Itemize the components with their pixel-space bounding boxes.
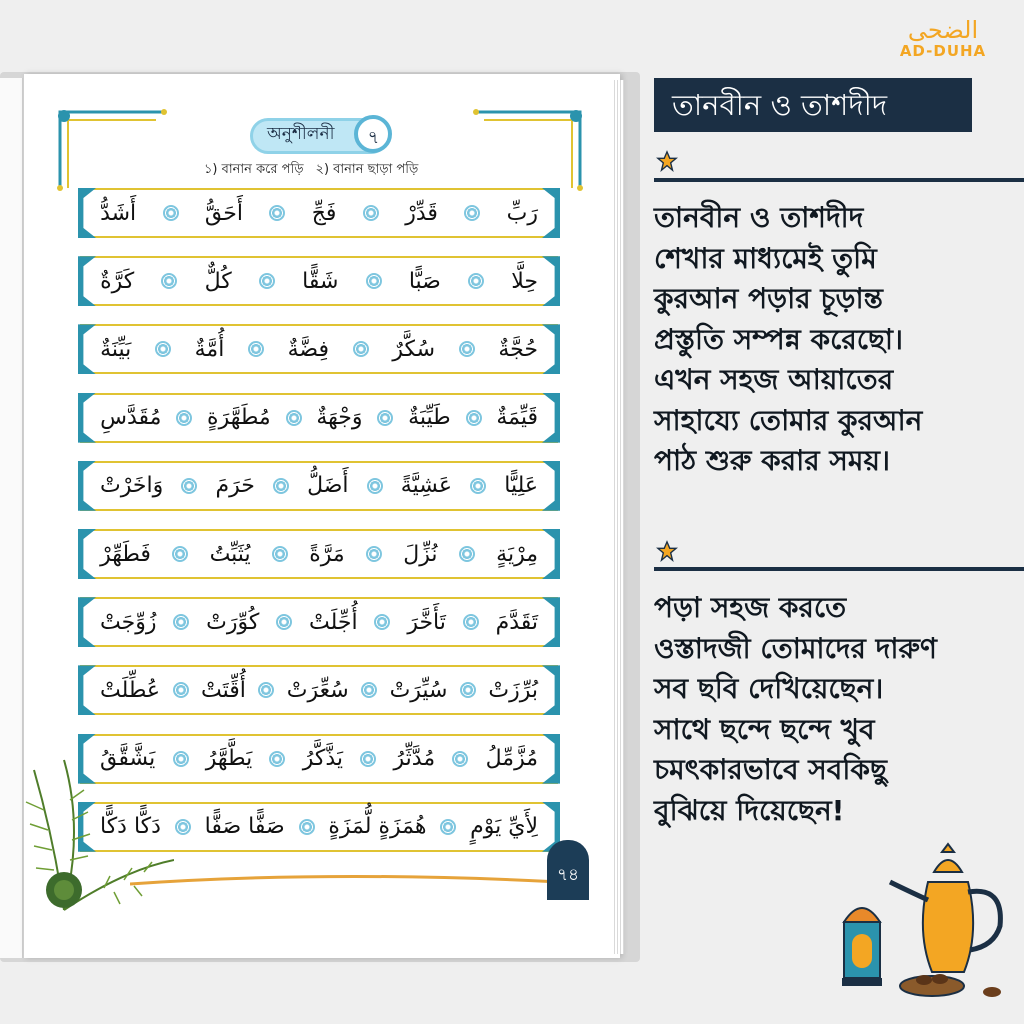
separator-dot-icon [367,478,383,494]
separator-dot-icon [464,205,480,221]
arabic-word: دَكًّا دَكًّا [100,814,161,840]
arabic-word: حُجَّةٌ [498,336,538,362]
arabic-word: سُيِّرَتْ [389,677,448,703]
arabic-word: مُطَهَّرَةٍ [207,405,271,431]
arabic-word: أُمَّةٌ [194,336,225,362]
arabic-word: حَرَمَ [215,473,255,499]
lesson-instructions [204,160,484,181]
practice-row [80,324,558,374]
arabic-word: أَشَدُّ [100,200,137,226]
separator-dot-icon [360,751,376,767]
arabic-word: مَرَّةً [309,541,345,567]
practice-row [80,256,558,306]
row-words [100,665,538,715]
panel-heading: তানবীন ও তাশদীদ [654,78,972,132]
arabic-word: أَضَلُّ [307,473,349,499]
separator-dot-icon [459,341,475,357]
arabic-word: بُرِّزَتْ [488,677,538,703]
arabic-word: كَرَّةٌ [100,268,135,294]
paragraph-2-line: পড়া সহজ করতে [654,591,847,624]
paragraph-1-line: কুরআন পড়ার চূড়ান্ত [654,282,883,315]
arabic-word: يُثَبِّتُ [209,541,251,567]
separator-dot-icon [377,410,393,426]
arabic-word: لِأَيِّ يَوْمٍ [470,814,538,840]
arabic-word: مُقَدَّسِ [100,405,162,431]
arabic-word: تَقَدَّمَ [495,609,538,635]
arabic-word: يَشَّقَّقُ [100,746,156,772]
separator-dot-icon [374,614,390,630]
arabic-word: بَيِّنَةٌ [100,336,132,362]
separator-dot-icon [459,546,475,562]
arabic-word: تَأَخَّرَ [407,609,446,635]
arabic-word: فِضَّةٌ [287,336,330,362]
separator-dot-icon [173,614,189,630]
divider-1 [654,178,1024,182]
paragraph-1-line: শেখার মাধ্যমেই তুমি [654,241,877,275]
separator-dot-icon [299,819,315,835]
paragraph-2-line: সব ছবি দেখিয়েছেন। [654,672,884,705]
arabic-word: فَجِّ [311,200,337,226]
lesson-number: ৭ [354,115,392,153]
separator-dot-icon [468,273,484,289]
arabic-word: مُزَّمِّلُ [485,746,538,772]
logo-english: AD-DUHA [899,42,987,60]
separator-dot-icon [353,341,369,357]
arabic-word: قَدِّرْ [405,200,438,226]
separator-dot-icon [286,410,302,426]
separator-dot-icon [172,546,188,562]
separator-dot-icon [361,682,377,698]
arabic-word: عَشِيَّةً [400,473,452,499]
paragraph-1-line: এখন সহজ আয়াতের [654,363,894,396]
teapot-illustration [832,842,1022,1002]
separator-dot-icon [258,682,274,698]
separator-dot-icon [175,819,191,835]
paragraph-1-line: সাহায্যে তোমার কুরআন [654,403,923,437]
paragraph-2-line: সাথে ছন্দে ছন্দে খুব [654,712,875,746]
arabic-word: مِرْيَةٍ [496,541,538,567]
separator-dot-icon [276,614,292,630]
arabic-word: أَحَقُّ [204,200,243,226]
separator-dot-icon [440,819,456,835]
row-words [100,256,538,306]
practice-row [80,188,558,238]
corner-ornament-left [52,104,172,194]
arabic-word: أُقِّتَتْ [200,677,246,703]
arabic-word: قَيِّمَةٌ [496,405,538,431]
separator-dot-icon [470,478,486,494]
ad-duha-logo [878,18,1008,68]
lantern-illustration [842,908,882,986]
swoosh-decoration [130,870,560,890]
paragraph-1-line: পাঠ শুরু করার সময়। [654,444,890,477]
arabic-word: فَطَهِّرْ [100,541,151,567]
arabic-word: حِلَّا [511,268,538,294]
separator-dot-icon [272,546,288,562]
separator-dot-icon [466,410,482,426]
arabic-word: نُزِّلَ [403,541,438,567]
arabic-word: يَذَّكَّرُ [302,746,344,772]
arabic-word: شَقًّا [302,268,339,294]
instruction-2: ২) বানান ছাড়া পড়ি [315,162,419,177]
separator-dot-icon [163,205,179,221]
page-stack-edge [612,80,624,954]
divider-2 [654,567,1024,571]
separator-dot-icon [181,478,197,494]
arabic-word: كُلٌّ [204,268,232,294]
separator-dot-icon [155,341,171,357]
arabic-word: وَاخَرْتْ [100,473,164,499]
palm-leaf-decoration [24,750,174,920]
row-words [100,597,538,647]
separator-dot-icon [463,614,479,630]
separator-dot-icon [248,341,264,357]
separator-dot-icon [452,751,468,767]
logo-arabic: الضحى [907,16,979,44]
separator-dot-icon [273,478,289,494]
arabic-word: عَلِيًّا [504,473,538,499]
practice-row [80,393,558,443]
paragraph-2 [654,588,1024,831]
lesson-title: অনুশীলনী [267,124,335,144]
separator-dot-icon [259,273,275,289]
page-number: ৭৪ [547,840,589,900]
arabic-word: صَفًّا صَفًّا [204,814,285,840]
arabic-word: هُمَزَةٍ لُّمَزَةٍ [328,814,427,840]
lesson-title-pill [250,118,389,154]
arabic-word: عُطِّلَتْ [100,677,161,703]
star-icon [656,540,678,562]
corner-ornament-right [468,104,588,194]
separator-dot-icon [269,205,285,221]
row-words [100,188,538,238]
separator-dot-icon [173,682,189,698]
row-words [100,393,538,443]
separator-dot-icon [161,273,177,289]
paragraph-1 [654,198,1024,482]
arabic-word: يَطَّهَّرُ [205,746,253,772]
separator-dot-icon [460,682,476,698]
arabic-word: أُجِّلَتْ [309,609,358,635]
star-icon [656,150,678,172]
arabic-word: زُوِّجَتْ [100,609,157,635]
left-page-edge [0,78,23,958]
arabic-word: صَبًّا [408,268,441,294]
row-words [100,529,538,579]
separator-dot-icon [366,273,382,289]
paragraph-1-line: তানবীন ও তাশদীদ [654,201,864,234]
separator-dot-icon [363,205,379,221]
paragraph-2-line: ওস্তাদজী তোমাদের দারুণ [654,631,937,665]
practice-row [80,665,558,715]
paragraph-1-line: প্রস্তুতি সম্পন্ন করেছো। [654,322,904,356]
practice-row [80,597,558,647]
arabic-word: رَبِّ [506,200,538,226]
separator-dot-icon [173,751,189,767]
arabic-word: طَيِّبَةٌ [408,405,451,431]
practice-row [80,461,558,511]
arabic-word: سُكَّرٌ [392,336,436,362]
paragraph-2-line: চমৎকারভাবে সবকিছু [654,753,887,786]
paragraph-2-line: বুঝিয়ে দিয়েছেন! [654,793,845,827]
separator-dot-icon [176,410,192,426]
separator-dot-icon [269,751,285,767]
arabic-word: سُعِّرَتْ [286,677,349,703]
row-words [100,324,538,374]
arabic-word: كُوِّرَتْ [206,609,260,635]
separator-dot-icon [366,546,382,562]
arabic-word: وَجْهَةٌ [316,405,363,431]
instruction-1: ১) বানান করে পড়ি [204,162,304,177]
practice-row [80,529,558,579]
row-words [100,461,538,511]
arabic-word: مُدَّثِّرُ [393,746,436,772]
